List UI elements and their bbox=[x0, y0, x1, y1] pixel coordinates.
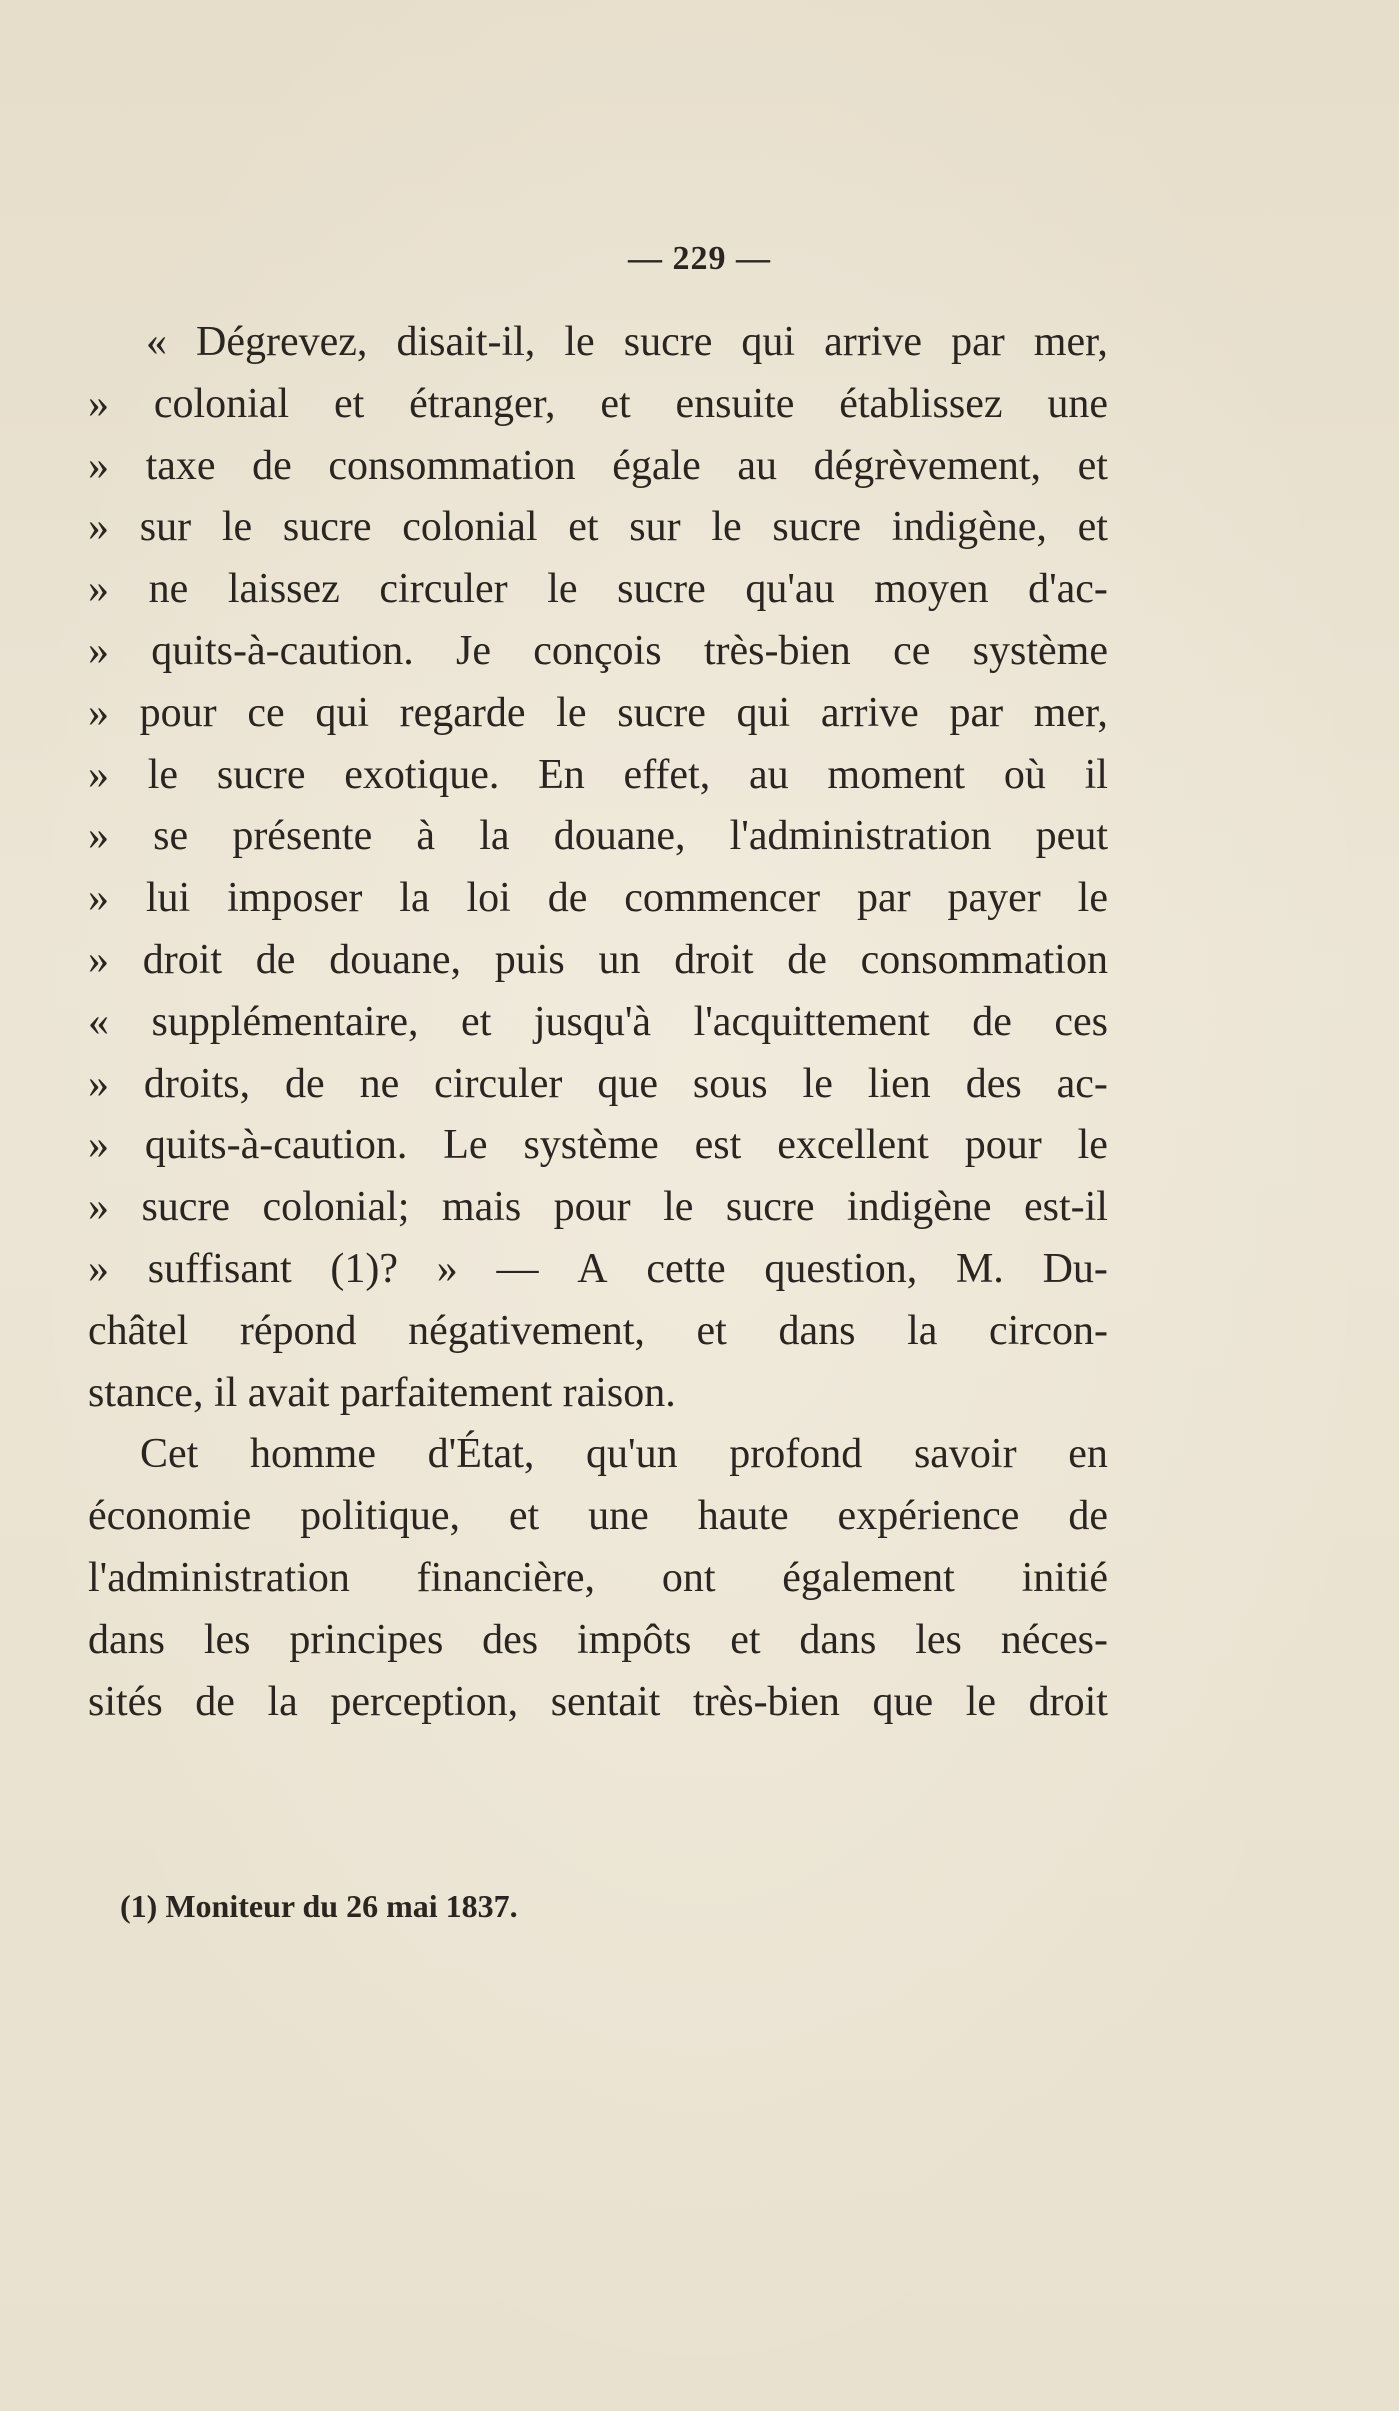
word: l'acquittement bbox=[693, 998, 930, 1045]
word: circon- bbox=[989, 1307, 1108, 1354]
word: dégrèvement, bbox=[813, 442, 1042, 489]
word: regarde bbox=[399, 689, 526, 736]
word: établissez bbox=[839, 380, 1003, 427]
word: M. bbox=[955, 1245, 1004, 1292]
word: dans bbox=[88, 1616, 165, 1663]
word: loi bbox=[466, 875, 511, 922]
word: sucre bbox=[216, 751, 306, 798]
word: égale bbox=[612, 442, 701, 489]
word: le bbox=[547, 566, 578, 613]
word: droit bbox=[1028, 1678, 1108, 1725]
word: payer bbox=[947, 875, 1041, 922]
word: les bbox=[203, 1616, 251, 1663]
text-line bbox=[88, 936, 1108, 998]
word: et bbox=[461, 998, 492, 1045]
word: étranger, bbox=[409, 380, 556, 427]
word: en bbox=[1068, 1431, 1108, 1478]
word: par bbox=[856, 875, 911, 922]
word: politique, bbox=[300, 1493, 460, 1540]
word: circuler bbox=[379, 566, 508, 613]
word: et bbox=[600, 380, 631, 427]
word: sur bbox=[139, 504, 192, 551]
word: au bbox=[737, 442, 778, 489]
word: moyen bbox=[874, 566, 989, 613]
word: A bbox=[577, 1245, 608, 1292]
word: haute bbox=[697, 1493, 789, 1540]
word: une bbox=[1047, 380, 1108, 427]
text-line bbox=[88, 1616, 1108, 1678]
word: d'État, bbox=[427, 1431, 535, 1478]
word: perception, bbox=[330, 1678, 519, 1725]
word: répond bbox=[239, 1307, 357, 1354]
word: financière, bbox=[416, 1554, 596, 1601]
word: » bbox=[88, 751, 109, 798]
word: qui bbox=[741, 319, 796, 365]
text-line bbox=[88, 1121, 1108, 1183]
text-line bbox=[88, 812, 1108, 874]
text-line bbox=[88, 1554, 1108, 1616]
text-line bbox=[88, 627, 1108, 689]
word: indigène bbox=[846, 1184, 992, 1231]
word: ne bbox=[359, 1060, 400, 1107]
word: quits-à-caution. bbox=[144, 1122, 408, 1169]
word: » bbox=[88, 813, 109, 860]
word: le bbox=[147, 751, 179, 798]
text-line bbox=[88, 874, 1108, 936]
word: » bbox=[88, 875, 109, 922]
word: taxe bbox=[145, 442, 216, 489]
word: par bbox=[951, 319, 1005, 365]
text-line bbox=[88, 689, 1108, 751]
word: ces bbox=[1054, 998, 1108, 1045]
word: le bbox=[221, 504, 253, 551]
word: ce bbox=[893, 627, 931, 674]
text-line bbox=[88, 318, 1108, 380]
word: initié bbox=[1021, 1554, 1108, 1601]
word: douane, bbox=[553, 813, 686, 860]
word: négativement, bbox=[408, 1307, 645, 1354]
word: que bbox=[872, 1678, 934, 1725]
text-line bbox=[88, 1307, 1108, 1369]
word: de bbox=[195, 1678, 235, 1725]
word: châtel bbox=[88, 1307, 189, 1354]
word: de bbox=[547, 875, 588, 922]
word: consommation bbox=[860, 936, 1108, 983]
word: présente bbox=[232, 813, 373, 860]
text-line bbox=[88, 442, 1108, 504]
word: d'ac- bbox=[1028, 566, 1108, 613]
word: et bbox=[730, 1616, 761, 1663]
word: la bbox=[907, 1307, 938, 1354]
word: le bbox=[564, 319, 595, 365]
word: conçois bbox=[533, 627, 662, 674]
footnote: (1) Moniteur du 26 mai 1837. bbox=[120, 1888, 518, 1924]
word: au bbox=[748, 751, 789, 798]
word: exotique. bbox=[344, 751, 500, 798]
word: (1)? bbox=[330, 1245, 399, 1292]
word: » bbox=[88, 442, 109, 489]
word: colonial; bbox=[262, 1184, 410, 1231]
word: est bbox=[694, 1122, 742, 1169]
word: système bbox=[523, 1122, 659, 1169]
page-number: — 229 — bbox=[628, 240, 771, 277]
word: se bbox=[153, 813, 189, 860]
word: profond bbox=[729, 1431, 863, 1478]
word: le bbox=[663, 1184, 694, 1231]
word: » bbox=[88, 1184, 109, 1231]
word: que bbox=[597, 1060, 658, 1107]
word: » bbox=[88, 566, 109, 613]
word: le bbox=[1077, 1122, 1108, 1169]
word: de bbox=[285, 1060, 325, 1107]
word: dans bbox=[778, 1307, 856, 1354]
word: et bbox=[1077, 504, 1108, 551]
word: douane, bbox=[329, 936, 461, 983]
word: lui bbox=[145, 875, 191, 922]
word: système bbox=[972, 627, 1108, 674]
word: moment bbox=[827, 751, 966, 798]
text-line bbox=[88, 1492, 1108, 1554]
text-line bbox=[88, 1430, 1108, 1492]
word: sentait bbox=[550, 1678, 661, 1725]
word: économie bbox=[88, 1493, 252, 1540]
word: « bbox=[146, 319, 167, 365]
word: sucre bbox=[141, 1184, 231, 1231]
word: sucre bbox=[617, 566, 706, 613]
word: » bbox=[88, 936, 109, 983]
word: — bbox=[496, 1245, 539, 1292]
word: quits-à-caution. bbox=[151, 627, 414, 674]
text-line bbox=[88, 998, 1108, 1060]
word: sucre bbox=[725, 1184, 815, 1231]
word: effet, bbox=[623, 751, 711, 798]
word: Je bbox=[455, 627, 491, 674]
word: supplémentaire, bbox=[151, 998, 419, 1045]
word: droit bbox=[142, 936, 223, 983]
word: dans bbox=[799, 1616, 877, 1663]
word: le bbox=[802, 1060, 833, 1107]
word: Dégrevez, bbox=[196, 319, 368, 365]
word: néces- bbox=[1000, 1616, 1108, 1663]
word: la bbox=[267, 1678, 298, 1725]
word: un bbox=[598, 936, 641, 983]
word: est-il bbox=[1023, 1184, 1108, 1231]
word: mais bbox=[441, 1184, 522, 1231]
text-line bbox=[88, 1060, 1108, 1122]
word: et bbox=[696, 1307, 727, 1354]
word: expérience bbox=[837, 1493, 1020, 1540]
word: où bbox=[1003, 751, 1046, 798]
word: homme bbox=[250, 1431, 376, 1478]
word: excellent bbox=[777, 1122, 929, 1169]
word: qu'au bbox=[745, 566, 835, 613]
word: sucre bbox=[617, 689, 706, 736]
text-line bbox=[88, 1183, 1108, 1245]
word: le bbox=[556, 689, 587, 736]
word: mer, bbox=[1033, 689, 1108, 736]
word: sucre bbox=[772, 504, 862, 551]
text-line bbox=[88, 380, 1108, 442]
word: question, bbox=[764, 1245, 918, 1292]
word: » bbox=[88, 627, 109, 674]
word: de bbox=[972, 998, 1012, 1045]
word: très-bien bbox=[692, 1678, 840, 1725]
word: par bbox=[949, 689, 1004, 736]
word: et bbox=[333, 380, 365, 427]
word: et bbox=[568, 504, 599, 551]
word: « bbox=[88, 998, 109, 1045]
word: et bbox=[508, 1493, 540, 1540]
word: de bbox=[1068, 1493, 1108, 1540]
text-line: stance, il avait parfaitement raison. bbox=[88, 1369, 676, 1416]
word: » bbox=[88, 1122, 109, 1169]
word: imposer bbox=[227, 875, 363, 922]
word: de bbox=[255, 936, 296, 983]
word: ont bbox=[661, 1554, 716, 1601]
word: une bbox=[588, 1493, 649, 1540]
word: très-bien bbox=[703, 627, 851, 674]
word: commencer bbox=[624, 875, 821, 922]
word: de bbox=[787, 936, 827, 983]
word: disait-il, bbox=[396, 319, 536, 365]
word: En bbox=[538, 751, 585, 798]
word: sucre bbox=[282, 504, 372, 551]
word: le bbox=[965, 1678, 996, 1725]
word: colonial bbox=[402, 504, 538, 551]
word: droits, bbox=[143, 1060, 251, 1107]
word: » bbox=[88, 1245, 109, 1292]
word: suffisant bbox=[147, 1245, 292, 1292]
word: » bbox=[88, 1060, 109, 1107]
word: Le bbox=[443, 1122, 488, 1169]
word: également bbox=[782, 1554, 955, 1601]
word: » bbox=[88, 504, 109, 551]
word: colonial bbox=[153, 380, 290, 427]
word: ce bbox=[247, 689, 285, 736]
word: des bbox=[965, 1060, 1022, 1107]
word: pour bbox=[139, 689, 217, 736]
word: sités bbox=[88, 1678, 163, 1725]
word: pour bbox=[964, 1122, 1042, 1169]
word: pour bbox=[553, 1184, 631, 1231]
word: jusqu'à bbox=[533, 998, 652, 1045]
text-line bbox=[88, 503, 1108, 565]
text-line bbox=[88, 1678, 1108, 1740]
word: le bbox=[711, 504, 742, 551]
word: » bbox=[88, 380, 109, 427]
word: les bbox=[915, 1616, 962, 1663]
word: le bbox=[1077, 875, 1108, 922]
word: sur bbox=[629, 504, 681, 551]
word: ne bbox=[148, 566, 189, 613]
word: » bbox=[88, 689, 109, 736]
word: circuler bbox=[434, 1060, 563, 1107]
word: de bbox=[252, 442, 292, 489]
word: Cet bbox=[140, 1431, 199, 1478]
word: consommation bbox=[328, 442, 576, 489]
word: indigène, bbox=[891, 504, 1047, 551]
word: lien bbox=[867, 1060, 931, 1107]
word: arrive bbox=[820, 689, 919, 736]
word: peut bbox=[1035, 813, 1108, 860]
word: sous bbox=[692, 1060, 768, 1107]
word: sucre bbox=[623, 319, 713, 365]
word: à bbox=[416, 813, 436, 860]
word: arrive bbox=[824, 319, 923, 365]
word: savoir bbox=[913, 1431, 1017, 1478]
word: laissez bbox=[227, 566, 340, 613]
word: qui bbox=[736, 689, 791, 736]
word: l'administration bbox=[88, 1554, 350, 1601]
word: Du- bbox=[1042, 1245, 1108, 1292]
word: l'administration bbox=[729, 813, 992, 860]
word: la bbox=[399, 875, 430, 922]
body-text bbox=[88, 318, 1108, 1739]
text-line bbox=[88, 1245, 1108, 1307]
word: puis bbox=[494, 936, 565, 983]
word: droit bbox=[674, 936, 754, 983]
word: » bbox=[436, 1245, 458, 1292]
word: impôts bbox=[576, 1616, 692, 1663]
word: cette bbox=[646, 1245, 726, 1292]
word: mer, bbox=[1033, 319, 1108, 365]
word: des bbox=[482, 1616, 539, 1663]
text-line bbox=[88, 751, 1108, 813]
word: principes bbox=[289, 1616, 444, 1663]
word: il bbox=[1084, 751, 1108, 798]
word: qu'un bbox=[586, 1431, 678, 1478]
word: et bbox=[1077, 442, 1108, 489]
word: ac- bbox=[1056, 1060, 1108, 1107]
word: ensuite bbox=[675, 380, 795, 427]
word: la bbox=[479, 813, 510, 860]
word: qui bbox=[315, 689, 369, 736]
text-line bbox=[88, 565, 1108, 627]
